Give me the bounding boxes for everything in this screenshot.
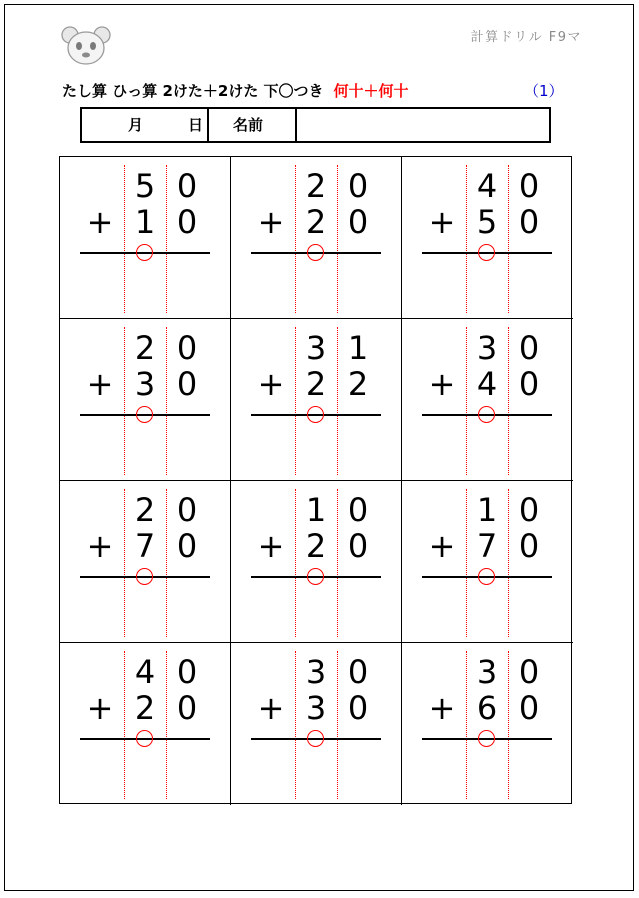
title-text: たし算 ひっ算 2けた＋2けた 下〇つき (62, 82, 324, 100)
top-tens-digit: 3 (305, 653, 327, 691)
top-ones-digit: 0 (347, 491, 369, 529)
bottom-tens-digit: 2 (305, 365, 327, 403)
top-tens-digit: 1 (476, 491, 498, 529)
plus-sign: + (86, 203, 114, 241)
bottom-tens-digit: 3 (305, 689, 327, 727)
bottom-tens-digit: 3 (134, 365, 156, 403)
carry-circle[interactable] (478, 406, 495, 423)
problem-12 (402, 643, 573, 805)
problem-3 (402, 157, 573, 319)
bottom-ones-digit: 0 (176, 689, 198, 727)
title-accent: 何十＋何十 (333, 82, 409, 100)
problem-10 (60, 643, 231, 805)
bottom-tens-digit: 4 (476, 365, 498, 403)
carry-circle[interactable] (307, 730, 324, 747)
bottom-tens-digit: 1 (134, 203, 156, 241)
bottom-tens-digit: 5 (476, 203, 498, 241)
sheet-number: （1） (524, 82, 564, 100)
plus-sign: + (428, 689, 456, 727)
top-tens-digit: 2 (134, 329, 156, 367)
bottom-tens-digit: 2 (305, 203, 327, 241)
carry-circle[interactable] (478, 244, 495, 261)
top-tens-digit: 2 (134, 491, 156, 529)
name-date-box (80, 107, 551, 143)
top-tens-digit: 2 (305, 167, 327, 205)
bottom-ones-digit: 2 (347, 365, 369, 403)
bottom-ones-digit: 0 (176, 527, 198, 565)
top-ones-digit: 1 (347, 329, 369, 367)
top-ones-digit: 0 (176, 167, 198, 205)
problem-8 (231, 481, 402, 643)
carry-circle[interactable] (136, 730, 153, 747)
plus-sign: + (428, 203, 456, 241)
top-ones-digit: 0 (347, 653, 369, 691)
bottom-tens-digit: 6 (476, 689, 498, 727)
bottom-ones-digit: 0 (347, 527, 369, 565)
problem-1 (60, 157, 231, 319)
carry-circle[interactable] (307, 406, 324, 423)
plus-sign: + (86, 365, 114, 403)
brand-label: 計算ドリル F9マ (470, 30, 582, 45)
bottom-ones-digit: 0 (176, 203, 198, 241)
plus-sign: + (257, 527, 285, 565)
bear-face-icon (60, 26, 112, 66)
bottom-tens-digit: 7 (476, 527, 498, 565)
top-ones-digit: 0 (176, 653, 198, 691)
problem-6 (402, 319, 573, 481)
plus-sign: + (428, 527, 456, 565)
plus-sign: + (86, 689, 114, 727)
plus-sign: + (257, 203, 285, 241)
problem-5 (231, 319, 402, 481)
top-ones-digit: 0 (518, 491, 540, 529)
bottom-ones-digit: 0 (347, 689, 369, 727)
bottom-ones-digit: 0 (176, 365, 198, 403)
top-tens-digit: 1 (305, 491, 327, 529)
carry-circle[interactable] (478, 568, 495, 585)
top-ones-digit: 0 (347, 167, 369, 205)
bottom-ones-digit: 0 (518, 365, 540, 403)
top-ones-digit: 0 (518, 653, 540, 691)
plus-sign: + (86, 527, 114, 565)
problem-11 (231, 643, 402, 805)
bottom-tens-digit: 7 (134, 527, 156, 565)
top-tens-digit: 3 (305, 329, 327, 367)
month-label: 月 (128, 116, 144, 134)
top-tens-digit: 3 (476, 329, 498, 367)
date-cell[interactable] (82, 109, 209, 141)
bottom-ones-digit: 0 (518, 689, 540, 727)
top-ones-digit: 0 (518, 167, 540, 205)
problem-9 (402, 481, 573, 643)
top-ones-digit: 0 (518, 329, 540, 367)
name-label-cell (209, 109, 297, 141)
carry-circle[interactable] (307, 244, 324, 261)
plus-sign: + (257, 689, 285, 727)
bottom-tens-digit: 2 (305, 527, 327, 565)
carry-circle[interactable] (307, 568, 324, 585)
bottom-ones-digit: 0 (518, 527, 540, 565)
problem-2 (231, 157, 402, 319)
carry-circle[interactable] (136, 406, 153, 423)
top-ones-digit: 0 (176, 329, 198, 367)
carry-circle[interactable] (478, 730, 495, 747)
carry-circle[interactable] (136, 568, 153, 585)
name-label: 名前 (233, 116, 264, 134)
top-tens-digit: 4 (476, 167, 498, 205)
problem-7 (60, 481, 231, 643)
bottom-tens-digit: 2 (134, 689, 156, 727)
plus-sign: + (257, 365, 285, 403)
top-tens-digit: 5 (134, 167, 156, 205)
problem-4 (60, 319, 231, 481)
top-tens-digit: 4 (134, 653, 156, 691)
plus-sign: + (428, 365, 456, 403)
top-ones-digit: 0 (176, 491, 198, 529)
day-label: 日 (188, 116, 204, 134)
top-tens-digit: 3 (476, 653, 498, 691)
problem-grid (59, 156, 572, 804)
worksheet-title (62, 80, 562, 102)
bottom-ones-digit: 0 (518, 203, 540, 241)
carry-circle[interactable] (136, 244, 153, 261)
bottom-ones-digit: 0 (347, 203, 369, 241)
